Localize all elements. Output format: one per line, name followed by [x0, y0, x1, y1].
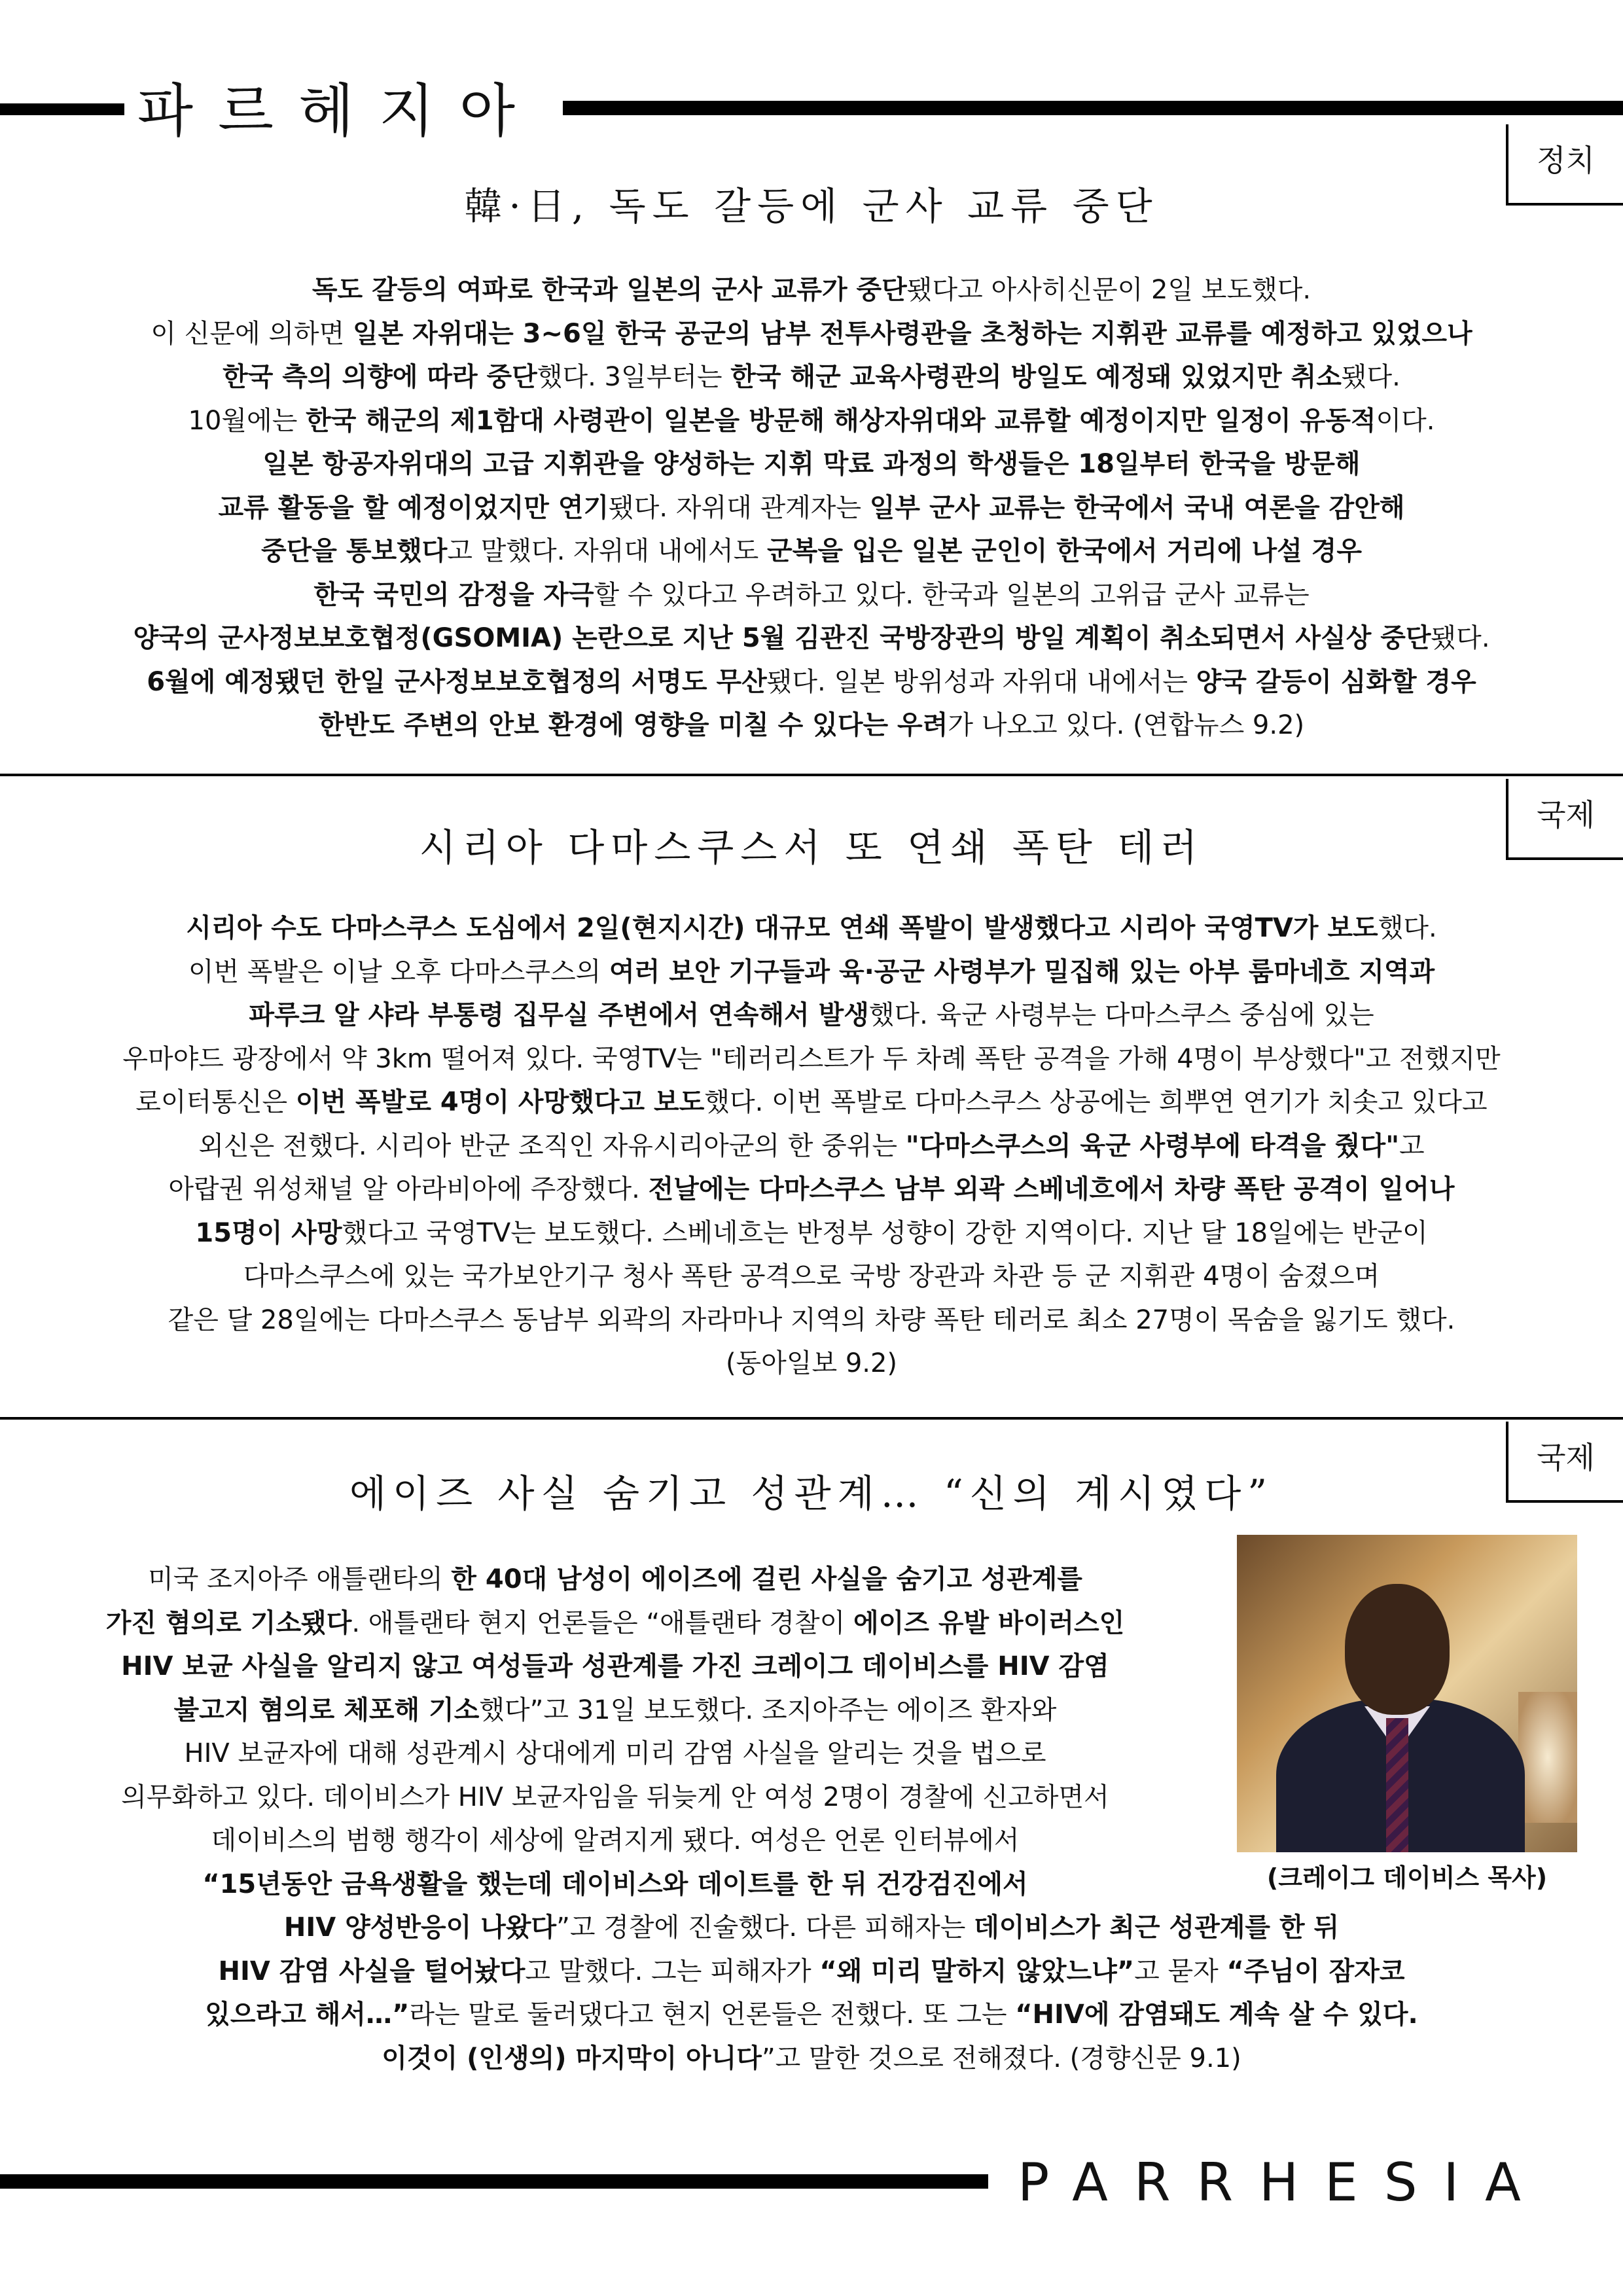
text: 했다. 3일부터는 — [537, 362, 731, 392]
text: 됐다. — [1341, 362, 1400, 392]
body-line — [13, 1819, 1217, 1863]
article-2-headline: 시리아 다마스쿠스서 또 연쇄 폭탄 테러 — [419, 825, 1204, 870]
bold-text: 시리아 수도 다마스쿠스 도심에서 2일(현지시간) 대규모 연쇄 폭발이 발생했다고 시리아 국영TV가 보도 — [186, 913, 1378, 943]
masthead-rule-left — [0, 103, 124, 115]
body-line — [13, 1732, 1217, 1776]
bold-text: HIV 보균 사실을 알리지 않고 여성들과 성관계를 가진 크레이그 데이비스를 HIV 감염 — [121, 1651, 1109, 1681]
article-3-body-left — [13, 1558, 1217, 1906]
section-tag-politics: 정치 — [1506, 124, 1623, 206]
text: 아랍권 위성채널 알 아라비아에 주장했다. — [168, 1174, 649, 1204]
section-tag-international: 국제 — [1506, 1422, 1623, 1503]
footer-brand: PARRHESIA — [1018, 2152, 1547, 2213]
masthead-rule-right — [563, 101, 1623, 115]
bold-text: 일본 자위대는 3~6일 한국 공군의 남부 전투사령관을 초청하는 지휘관 교류를 예정하고 있었으나 — [352, 318, 1472, 349]
text: 고 말했다. 자위대 내에서도 — [447, 536, 768, 566]
bold-text: 일본 항공자위대의 고급 지휘관을 양성하는 지휘 막료 과정의 학생들은 18일부터 한국을 방문해 — [262, 449, 1361, 479]
text: 외신은 전했다. 시리아 반군 조직인 자유시리아군의 한 중위는 — [198, 1130, 906, 1161]
body-line — [26, 399, 1597, 443]
text: 했다. 육군 사령부는 다마스쿠스 중심에 있는 — [868, 1000, 1374, 1030]
bold-text: 한국 해군의 제1함대 사령관이 일본을 방문해 해상자위대와 교류할 예정이지만 일정이 유동적 — [306, 405, 1376, 436]
body-line — [26, 529, 1597, 573]
text: (동아일보 9.2) — [725, 1348, 898, 1378]
body-line — [26, 704, 1597, 747]
bold-text: 한반도 주변의 안보 환경에 영향을 미칠 수 있다는 우려 — [318, 710, 948, 740]
bold-text: 6월에 예정됐던 한일 군사정보보호협정의 서명도 무산 — [147, 666, 767, 697]
bold-text: 파루크 알 샤라 부통령 집무실 주변에서 연속해서 발생 — [249, 1000, 869, 1030]
body-line — [26, 1211, 1597, 1255]
body-line — [13, 1863, 1217, 1907]
text: 가 나오고 있다. (연합뉴스 9.2) — [948, 710, 1305, 740]
masthead — [0, 72, 1623, 151]
bold-text: 일부 군사 교류는 한국에서 국내 여론을 감안해 — [869, 492, 1405, 523]
text: HIV 보균자에 대해 성관계시 상대에게 미리 감염 사실을 알리는 것을 법으로 — [184, 1738, 1046, 1768]
body-line — [26, 1037, 1597, 1081]
article-1-body — [26, 268, 1597, 747]
body-line — [13, 1689, 1217, 1732]
bold-text: “15년동안 금욕생활을 했는데 데이비스와 데이트를 한 뒤 건강검진에서 — [202, 1869, 1028, 1899]
text: 됐다. 자위대 관계자는 — [609, 492, 870, 523]
body-line — [13, 1776, 1217, 1820]
text: 같은 달 28일에는 다마스쿠스 동남부 외곽의 자라마나 지역의 차량 폭탄 테러로 최소 27명이 목숨을 잃기도 했다. — [168, 1304, 1455, 1335]
body-line — [26, 442, 1597, 486]
body-line — [26, 573, 1597, 617]
bold-text: 가진 혐의로 기소됐다 — [105, 1607, 352, 1638]
body-line — [26, 950, 1597, 994]
face — [1345, 1584, 1450, 1715]
body-line — [26, 2037, 1597, 2081]
bold-text: 한국 측의 의향에 따라 중단 — [223, 362, 537, 392]
body-line — [26, 994, 1597, 1037]
bold-text: 한국 해군 교육사령관의 방일도 예정돼 있었지만 취소 — [730, 362, 1342, 392]
body-line — [26, 1993, 1597, 2037]
section-tag-international: 국제 — [1506, 779, 1623, 860]
body-line — [26, 1950, 1597, 1994]
footer-rule — [0, 2174, 988, 2189]
text: 됐다. — [1431, 623, 1490, 653]
tie — [1386, 1718, 1408, 1852]
bold-text: 데이비스가 최근 성관계를 한 뒤 — [974, 1912, 1340, 1943]
body-line — [13, 1602, 1217, 1645]
bold-text: "다마스쿠스의 육군 사령부에 타격을 줬다" — [905, 1130, 1400, 1161]
text: 이 신문에 의하면 — [151, 318, 353, 349]
footer — [0, 2147, 1623, 2225]
text: ”고 경찰에 진술했다. 다른 피해자는 — [556, 1912, 974, 1943]
portrait-photo — [1237, 1535, 1577, 1852]
bold-text: 한국 국민의 감정을 자극 — [313, 579, 594, 610]
text: 라는 말로 둘러댔다고 현지 언론들은 전했다. 또 그는 — [409, 2000, 1016, 2030]
bold-text: “주님이 잠자코 — [1226, 1956, 1405, 1986]
body-line — [26, 617, 1597, 660]
text: 고 말했다. 그는 피해자가 — [525, 1956, 820, 1986]
article-2-body — [26, 906, 1597, 1386]
text: 데이비스의 범행 행각이 세상에 알려지게 됐다. 여성은 언론 인터뷰에서 — [211, 1825, 1020, 1856]
body-line — [13, 1645, 1217, 1689]
text: 10월에는 — [188, 405, 306, 436]
photo-caption: (크레이그 데이비스 목사) — [1266, 1863, 1548, 1892]
article-3-body-full — [26, 1906, 1597, 2080]
text: ”고 말한 것으로 전해졌다. (경향신문 9.1) — [761, 2043, 1241, 2073]
body-line — [26, 660, 1597, 704]
body-line — [26, 906, 1597, 950]
bold-text: 독도 갈등의 여파로 한국과 일본의 군사 교류가 중단 — [312, 275, 907, 305]
body-line — [26, 268, 1597, 312]
text: 이번 폭발은 이날 오후 다마스쿠스의 — [188, 956, 610, 987]
text: 다마스쿠스에 있는 국가보안기구 청사 폭탄 공격으로 국방 장관과 차관 등 군 지휘관 4명이 숨졌으며 — [243, 1261, 1380, 1291]
text: . 애틀랜타 현지 언론들은 “애틀랜타 경찰이 — [351, 1607, 853, 1638]
bold-text: 여러 보안 기구들과 육·공군 사령부가 밀집해 있는 아부 룸마네흐 지역과 — [609, 956, 1435, 987]
body-line — [26, 312, 1597, 356]
bold-text: 양국의 군사정보보호협정(GSOMIA) 논란으로 지난 5월 김관진 국방장관의 방일 계획이 취소되면서 사실상 중단 — [133, 623, 1431, 653]
text: 했다고 국영TV는 보도했다. 스베네흐는 반정부 성향이 강한 지역이다. 지난 달 18일에는 반군이 — [342, 1217, 1428, 1248]
body-line — [26, 355, 1597, 399]
bold-text: 있으라고 해서…” — [205, 2000, 410, 2030]
bold-text: “HIV에 감염돼도 계속 살 수 있다. — [1015, 2000, 1418, 2030]
body-line — [26, 1255, 1597, 1299]
section-divider — [0, 1417, 1623, 1420]
text: 됐다. 일본 방위성과 자위대 내에서는 — [766, 666, 1196, 697]
bold-text: 이번 폭발로 4명이 사망했다고 보도 — [295, 1087, 705, 1117]
text: 했다. — [1378, 913, 1437, 943]
body-line — [26, 1299, 1597, 1342]
bold-text: 에이즈 유발 바이러스인 — [853, 1607, 1125, 1638]
text: 이다. — [1376, 405, 1435, 436]
bold-text: 양국 갈등이 심화할 경우 — [1196, 666, 1476, 697]
body-line — [26, 1342, 1597, 1386]
bold-text: HIV 양성반응이 나왔다 — [283, 1912, 557, 1943]
bold-text: “왜 미리 말하지 않았느냐” — [819, 1956, 1135, 1986]
text: 의무화하고 있다. 데이비스가 HIV 보균자임을 뒤늦게 안 여성 2명이 경찰에 신고하면서 — [121, 1782, 1109, 1812]
text: 했다. 이번 폭발로 다마스쿠스 상공에는 희뿌연 연기가 치솟고 있다고 — [704, 1087, 1488, 1117]
bold-text: 전날에는 다마스쿠스 남부 외곽 스베네흐에서 차량 폭탄 공격이 일어나 — [648, 1174, 1455, 1204]
text: 했다”고 31일 보도했다. 조지아주는 에이즈 환자와 — [479, 1695, 1057, 1725]
masthead-title: 파르헤지아 — [137, 77, 541, 145]
body-line — [26, 1168, 1597, 1211]
bold-text: HIV 감염 사실을 털어놨다 — [218, 1956, 526, 1986]
text: 고 묻자 — [1134, 1956, 1227, 1986]
body-line — [26, 1906, 1597, 1950]
article-3-headline: 에이즈 사실 숨기고 성관계… “신의 계시였다” — [349, 1471, 1274, 1516]
body-line — [26, 1081, 1597, 1124]
text: 우마야드 광장에서 약 3km 떨어져 있다. 국영TV는 "테러리스트가 두 차례 폭탄 공격을 가해 4명이 부상했다"고 전했지만 — [122, 1043, 1501, 1074]
bold-text: 이것이 (인생의) 마지막이 아니다 — [382, 2043, 762, 2073]
bold-text: 불고지 혐의로 체포해 기소 — [173, 1695, 480, 1725]
body-line — [26, 486, 1597, 530]
text: 로이터통신은 — [135, 1087, 296, 1117]
section-divider — [0, 774, 1623, 776]
text: 미국 조지아주 애틀랜타의 — [148, 1564, 452, 1594]
bold-text: 15명이 사망 — [195, 1217, 342, 1248]
lamp-glow — [1518, 1692, 1577, 1823]
bold-text: 교류 활동을 할 예정이었지만 연기 — [218, 492, 609, 523]
bold-text: 중단을 통보했다 — [261, 536, 448, 566]
bold-text: 군복을 입은 일본 군인이 한국에서 거리에 나설 경우 — [767, 536, 1362, 566]
body-line — [13, 1558, 1217, 1602]
article-1-headline: 韓·日, 독도 갈등에 군사 교류 중단 — [464, 184, 1159, 228]
text: 고 — [1399, 1130, 1425, 1161]
body-line — [26, 1124, 1597, 1168]
bold-text: 한 40대 남성이 에이즈에 걸린 사실을 숨기고 성관계를 — [451, 1564, 1082, 1594]
text: 됐다고 아사히신문이 2일 보도했다. — [906, 275, 1311, 305]
text: 할 수 있다고 우려하고 있다. 한국과 일본의 고위급 군사 교류는 — [594, 579, 1310, 610]
